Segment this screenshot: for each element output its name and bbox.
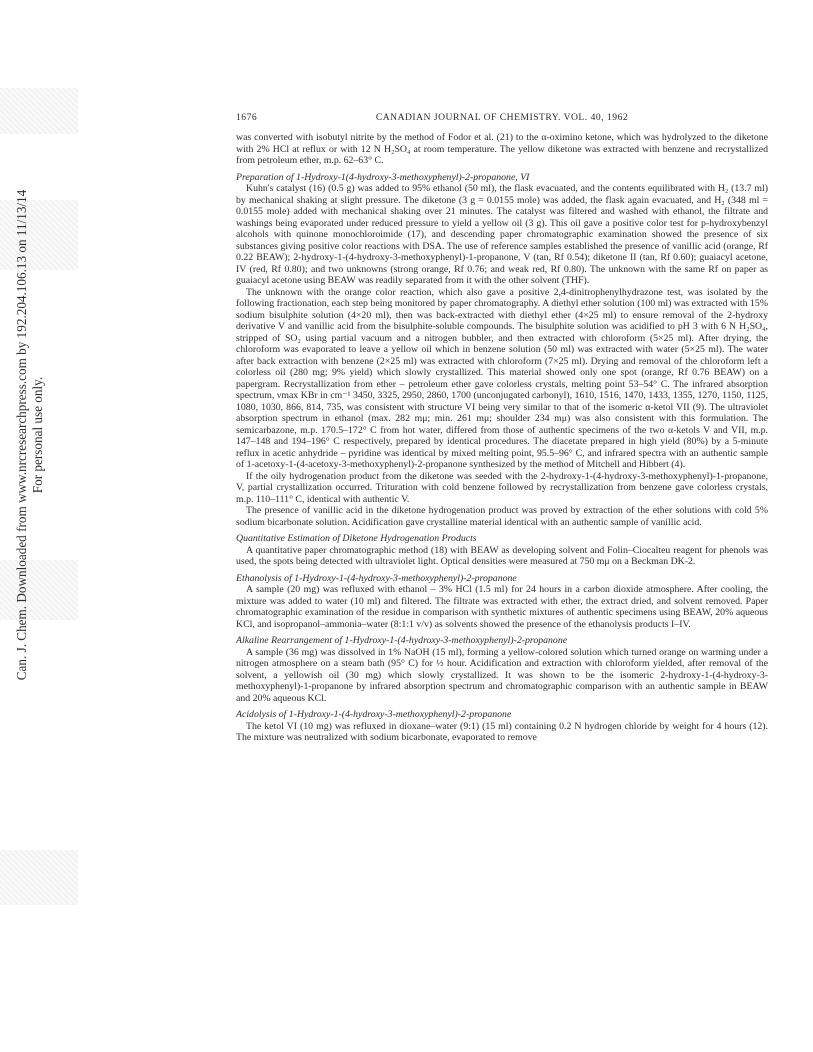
section-heading: Acidolysis of 1-Hydroxy-1-(4-hydroxy-3-methoxyphenyl)-2-propanone	[236, 709, 512, 720]
body-paragraph: The ketol VI (10 mg) was refluxed in dioxane–water (9:1) (15 ml) containing 0.2 N hydrogen chloride by weight for 4 hours (12). The mixture was neutralized with sodium bicarbonate, evaporated to remove	[236, 720, 768, 743]
body-paragraph: The unknown with the orange color reaction, which also gave a positive 2,4-dinitrophenylhydrazone test, was isolated by the following fractionation, each step being monitored by paper chromatography. A diethyl ether solution (100 ml) was extracted with 15% sodium bisulphite solution (4×20 ml), then was back-extracted with diethyl ether (4×25 ml) to ensure removal of the 2-hydroxy derivative V and vanillic acid from the bisulphite-soluble compounds. The bisulphite solution was acidified to pH 3 with 6 N H₂SO₄, stripped of SO₂ using partial vacuum and a nitrogen bubbler, and then extracted with chloroform (5×25 ml). After drying, the chloroform was evaporated to leave a yellow oil which in benzene solution (50 ml) was extracted with water (5×25 ml). The water after back extraction with benzene (2×25 ml) was extracted with chloroform (7×25 ml). Drying and removal of the chloroform left a colorless oil (280 mg; 9% yield) which slowly crystallized. This material showed only one spot (orange, Rf 0.76 BEAW) on a papergram. Recrystallization from ether – petroleum ether gave colorless crystals, melting point 53–54° C. The infrared absorption spectrum, νmax KBr in cm⁻¹ 3450, 3325, 2950, 2860, 1700 (unconjugated carbonyl), 1610, 1516, 1470, 1433, 1355, 1270, 1150, 1125, 1080, 1030, 866, 814, 735, was consistent with structure VI being very similar to that of the isomeric α-ketol VII (9). The ultraviolet absorption spectrum in ethanol (max. 282 mμ; min. 261 mμ; shoulder 234 mμ) was also consistent with this formulation. The semicarbazone, m.p. 170.5–172° C from hot water, differed from those of authentic specimens of the two α-ketols V and VII, m.p. 147–148 and 194–196° C respectively, prepared by identical procedures. The diacetate prepared in high yield (80%) by a 5-minute reflux in acetic anhydride – pyridine was identical by mixed melting point, 95.5–96° C, and infrared spectra with an authentic sample of 1-acetoxy-1-(4-acetoxy-3-methoxyphenyl)-2-propanone synthesized by the method of Mitchell and Hibbert (4).	[236, 286, 768, 470]
body-paragraph: was converted with isobutyl nitrite by the method of Fodor et al. (21) to the α-oximino ketone, which was hydrolyzed to the diketone with 2% HCl at reflux or with 12 N H₂SO₄ at room temperature. The yellow diketone was extracted with benzene and recrystallized from petroleum ether, m.p. 62–63° C.	[236, 132, 768, 166]
section-heading: Preparation of 1-Hydroxy-1(4-hydroxy-3-methoxyphenyl)-2-propanone, VI	[236, 171, 530, 183]
journal-page	[236, 112, 768, 744]
page-number: 1676	[236, 112, 258, 123]
section-heading: Quantitative Estimation of Diketone Hydrogenation Products	[236, 533, 477, 544]
running-header	[236, 112, 768, 128]
body-paragraph: The presence of vanillic acid in the diketone hydrogenation product was proved by extraction of the ether solutions with cold 5% sodium bicarbonate solution. Acidification gave crystalline material identical with an authentic sample of vanillic acid.	[236, 505, 768, 528]
download-watermark	[14, 125, 54, 745]
section-heading: Alkaline Rearrangement of 1-Hydroxy-1-(4-hydroxy-3-methoxyphenyl)-2-propanone	[236, 635, 568, 646]
running-title: CANADIAN JOURNAL OF CHEMISTRY. VOL. 40, 1962	[375, 112, 629, 123]
article-body	[236, 132, 768, 744]
margin-smudge	[0, 850, 78, 905]
body-paragraph: A quantitative paper chromatographic method (18) with BEAW as developing solvent and Folin–Ciocalteu reagent for phenols was used, the spots being detected with ultraviolet light. Optical densities were measured at 750 mμ on a Beckman DK-2.	[236, 544, 768, 567]
section-heading: Ethanolysis of 1-Hydroxy-1-(4-hydroxy-3-methoxyphenyl)-2-propanone	[236, 572, 517, 584]
body-paragraph: A sample (36 mg) was dissolved in 1% NaOH (15 ml), forming a yellow-colored solution which turned orange on warming under a nitrogen atmosphere on a steam bath (95° C) for ½ hour. Acidification and extraction with chloroform yielded, after removal of the solvent, a yellowish oil (30 mg) which slowly crystallized. It was shown to be the isomeric 2-hydroxy-1-(4-hydroxy-3-methoxyphenyl)-1-propanone by infrared absorption spectrum and chromatographic comparison with an authentic sample in BEAW and 20% aqueous KCl.	[236, 646, 768, 704]
body-paragraph: Kuhn's catalyst (16) (0.5 g) was added to 95% ethanol (50 ml), the flask evacuated, and the contents equilibrated with H₂ (13.7 ml) by mechanical shaking at slight pressure. The diketone (3 g = 0.0155 mole) was added, the flask again evacuated, and H₂ (348 ml = 0.0155 mole) added with mechanical shaking over 21 minutes. The catalyst was filtered and washed with ethanol, the filtrate and washings being evaporated under reduced pressure to yield a yellow oil (3 g). This oil gave a positive color test for p-hydroxybenzyl alcohols with quinone monochloroimide (17), and descending paper chromatographic examination showed the presence of six substances giving positive color reactions with DSA. The use of reference samples established the presence of vanillic acid (orange, Rf 0.22 BEAW); 2-hydroxy-1-(4-hydroxy-3-methoxyphenyl)-1-propanone, V (tan, Rf 0.54); diketone II (tan, Rf 0.60); guaiacyl acetone, IV (red, Rf 0.80); and two unknowns (strong orange, Rf 0.76; and weak red, Rf 0.80). The unknown with the same Rf on paper as guaiacyl acetone using BEAW was readily separated from it with the other solvent (THF).	[236, 183, 768, 286]
body-paragraph: If the oily hydrogenation product from the diketone was seeded with the 2-hydroxy-1-(4-hydroxy-3-methoxyphenyl)-1-propanone, V, partial crystallization occurred. Trituration with cold benzene followed by recrystallization from benzene gave colorless crystals, m.p. 110–111° C, identical with authentic V.	[236, 470, 768, 505]
watermark-line-2: For personal use only.	[30, 376, 45, 494]
body-paragraph: A sample (20 mg) was refluxed with ethanol – 3% HCl (1.5 ml) for 24 hours in a carbon dioxide atmosphere. After cooling, the mixture was added to water (10 ml) and filtered. The filtrate was extracted with ether, the extract dried, and solvent removed. Paper chromatographic examination of the residue in comparison with synthetic mixtures of authentic specimens using BEAW, 20% aqueous KCl, and isopropanol–ammonia–water (8:1:1 v/v) as solvents showed the presence of the ethanolysis products I–IV.	[236, 584, 768, 630]
watermark-line-1: Can. J. Chem. Downloaded from www.nrcresearchpress.com by 192.204.106.13 on 11/13/14	[14, 189, 29, 681]
